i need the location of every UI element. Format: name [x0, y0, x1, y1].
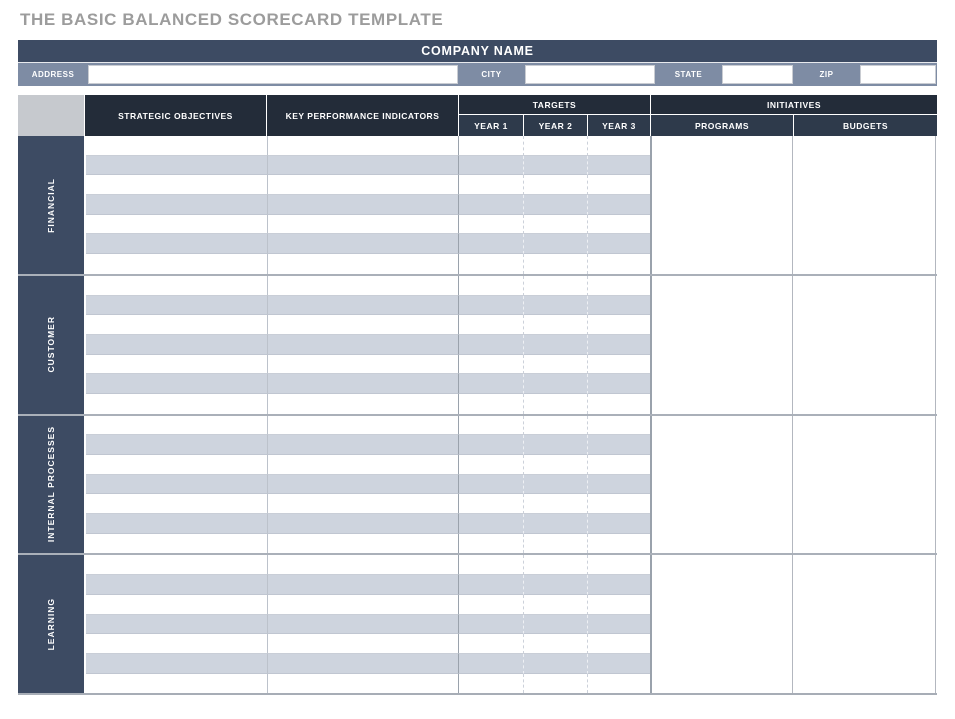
body-cell[interactable]	[523, 156, 587, 176]
col-header-budgets: BUDGETS	[794, 115, 937, 136]
body-cell[interactable]	[86, 435, 267, 455]
col-header-targets: TARGETS	[459, 95, 650, 114]
body-cell[interactable]	[587, 156, 650, 176]
body-cell[interactable]	[587, 494, 650, 514]
body-cell[interactable]	[458, 416, 523, 436]
budgets-cell-internal-processes[interactable]	[792, 416, 936, 554]
body-cell[interactable]	[458, 254, 523, 274]
city-input[interactable]	[525, 65, 655, 84]
body-cell[interactable]	[267, 615, 458, 635]
section-label-learning: LEARNING	[18, 555, 84, 693]
body-cell[interactable]	[523, 374, 587, 394]
body-cell[interactable]	[523, 254, 587, 274]
state-label: STATE	[674, 70, 703, 79]
body-cell[interactable]	[86, 374, 267, 394]
state-input[interactable]	[722, 65, 793, 84]
body-cell[interactable]	[587, 455, 650, 475]
body-cell[interactable]	[587, 674, 650, 694]
body-cell[interactable]	[86, 254, 267, 274]
body-cell[interactable]	[86, 514, 267, 534]
body-cell[interactable]	[523, 555, 587, 575]
section-label-internal-processes: INTERNAL PROCESSES	[18, 416, 84, 554]
body-cell[interactable]	[523, 534, 587, 554]
body-cell[interactable]	[458, 455, 523, 475]
body-cell[interactable]	[86, 215, 267, 235]
body-cell[interactable]	[523, 615, 587, 635]
body-cell[interactable]	[86, 494, 267, 514]
body-cell[interactable]	[523, 595, 587, 615]
body-cell[interactable]	[86, 416, 267, 436]
body-cell[interactable]	[458, 534, 523, 554]
programs-cell-financial[interactable]	[650, 136, 792, 274]
body-cell[interactable]	[523, 335, 587, 355]
body-cell[interactable]	[523, 674, 587, 694]
body-cell[interactable]	[523, 416, 587, 436]
body-cell[interactable]	[587, 315, 650, 335]
body-cell[interactable]	[523, 355, 587, 375]
col-header-initiatives: INITIATIVES	[651, 95, 937, 114]
zip-input[interactable]	[860, 65, 936, 84]
body-cell[interactable]	[523, 654, 587, 674]
body-cell[interactable]	[458, 634, 523, 654]
body-cell[interactable]	[458, 315, 523, 335]
section-cells-customer	[84, 276, 650, 414]
body-cell[interactable]	[458, 374, 523, 394]
body-cell[interactable]	[458, 494, 523, 514]
body-cell[interactable]	[523, 315, 587, 335]
body-cell[interactable]	[458, 674, 523, 694]
body-cell[interactable]	[587, 595, 650, 615]
body-cell[interactable]	[458, 276, 523, 296]
body-cell[interactable]	[267, 674, 458, 694]
body-cell[interactable]	[587, 475, 650, 495]
body-cell[interactable]	[587, 175, 650, 195]
body-cell[interactable]	[458, 435, 523, 455]
body-cell[interactable]	[523, 394, 587, 414]
address-band	[18, 62, 937, 86]
body-cell[interactable]	[587, 234, 650, 254]
body-cell[interactable]	[86, 634, 267, 654]
zip-label: ZIP	[819, 70, 834, 79]
body-cell[interactable]	[458, 555, 523, 575]
page-title: THE BASIC BALANCED SCORECARD TEMPLATE	[20, 10, 444, 29]
col-header-key-performance-indicators: KEY PERFORMANCE INDICATORS	[267, 95, 458, 136]
body-cell[interactable]	[86, 394, 267, 414]
body-cell[interactable]	[267, 455, 458, 475]
body-cell[interactable]	[267, 374, 458, 394]
col-header-programs: PROGRAMS	[651, 115, 793, 136]
body-cell[interactable]	[587, 416, 650, 436]
body-cell[interactable]	[86, 575, 267, 595]
body-cell[interactable]	[267, 156, 458, 176]
body-cell[interactable]	[267, 534, 458, 554]
body-cell[interactable]	[458, 215, 523, 235]
body-cell[interactable]	[267, 276, 458, 296]
body-cell[interactable]	[587, 514, 650, 534]
body-cell[interactable]	[523, 195, 587, 215]
col-group-initiatives	[651, 95, 937, 136]
body-cell[interactable]	[458, 175, 523, 195]
body-cell[interactable]	[523, 136, 587, 156]
body-cell[interactable]	[86, 654, 267, 674]
body-cell[interactable]	[86, 615, 267, 635]
scorecard-sheet	[18, 40, 937, 695]
table-header	[18, 95, 937, 136]
body-cell[interactable]	[587, 435, 650, 455]
body-cell[interactable]	[587, 534, 650, 554]
section-label-financial: FINANCIAL	[18, 136, 84, 274]
section-learning	[18, 555, 937, 693]
section-cells-financial	[84, 136, 650, 274]
body-cell[interactable]	[587, 335, 650, 355]
body-cell[interactable]	[267, 355, 458, 375]
col-header-strategic-objectives: STRATEGIC OBJECTIVES	[85, 95, 266, 136]
body-cell[interactable]	[458, 234, 523, 254]
body-cell[interactable]	[86, 475, 267, 495]
section-cells-learning	[84, 555, 650, 693]
body-cell[interactable]	[86, 455, 267, 475]
body-cell[interactable]	[458, 355, 523, 375]
body-cell[interactable]	[267, 634, 458, 654]
body-cell[interactable]	[267, 175, 458, 195]
body-cell[interactable]	[458, 615, 523, 635]
body-cell[interactable]	[267, 296, 458, 316]
body-cell[interactable]	[523, 234, 587, 254]
body-cell[interactable]	[267, 595, 458, 615]
body-cell[interactable]	[267, 654, 458, 674]
body-cell[interactable]	[458, 514, 523, 534]
table-body	[18, 136, 937, 695]
body-cell[interactable]	[86, 335, 267, 355]
section-internal-processes	[18, 416, 937, 554]
budgets-cell-financial[interactable]	[792, 136, 936, 274]
body-cell[interactable]	[458, 136, 523, 156]
body-cell[interactable]	[267, 234, 458, 254]
body-cell[interactable]	[523, 455, 587, 475]
body-cell[interactable]	[458, 394, 523, 414]
body-cell[interactable]	[523, 276, 587, 296]
body-cell[interactable]	[523, 514, 587, 534]
col-header-year-3: YEAR 3	[588, 115, 650, 136]
budgets-cell-customer[interactable]	[792, 276, 936, 414]
body-cell[interactable]	[267, 394, 458, 414]
body-cell[interactable]	[267, 575, 458, 595]
body-cell[interactable]	[86, 355, 267, 375]
body-cell[interactable]	[86, 315, 267, 335]
body-cell[interactable]	[86, 534, 267, 554]
address-label: ADDRESS	[31, 70, 75, 79]
body-cell[interactable]	[587, 374, 650, 394]
body-cell[interactable]	[86, 195, 267, 215]
body-cell[interactable]	[523, 435, 587, 455]
col-header-year-2: YEAR 2	[524, 115, 587, 136]
body-cell[interactable]	[267, 254, 458, 274]
city-label: CITY	[481, 70, 502, 79]
body-cell[interactable]	[587, 615, 650, 635]
body-cell[interactable]	[523, 575, 587, 595]
body-cell[interactable]	[458, 595, 523, 615]
body-cell[interactable]	[267, 494, 458, 514]
programs-cell-internal-processes[interactable]	[650, 416, 792, 554]
body-cell[interactable]	[86, 674, 267, 694]
body-cell[interactable]	[86, 595, 267, 615]
body-cell[interactable]	[523, 215, 587, 235]
body-cell[interactable]	[458, 475, 523, 495]
section-cells-internal-processes	[84, 416, 650, 554]
body-cell[interactable]	[267, 195, 458, 215]
section-financial	[18, 136, 937, 274]
programs-cell-customer[interactable]	[650, 276, 792, 414]
body-cell[interactable]	[267, 136, 458, 156]
body-cell[interactable]	[587, 136, 650, 156]
body-cell[interactable]	[587, 555, 650, 575]
body-cell[interactable]	[587, 276, 650, 296]
body-cell[interactable]	[458, 156, 523, 176]
body-cell[interactable]	[458, 296, 523, 316]
body-cell[interactable]	[86, 156, 267, 176]
body-cell[interactable]	[267, 555, 458, 575]
body-cell[interactable]	[267, 215, 458, 235]
body-cell[interactable]	[267, 335, 458, 355]
body-cell[interactable]	[458, 195, 523, 215]
body-cell[interactable]	[587, 654, 650, 674]
body-cell[interactable]	[86, 555, 267, 575]
programs-cell-learning[interactable]	[650, 555, 792, 693]
body-cell[interactable]	[458, 335, 523, 355]
body-cell[interactable]	[523, 494, 587, 514]
body-cell[interactable]	[267, 416, 458, 436]
body-cell[interactable]	[587, 215, 650, 235]
section-customer	[18, 276, 937, 414]
body-cell[interactable]	[86, 234, 267, 254]
body-cell[interactable]	[86, 175, 267, 195]
body-cell[interactable]	[587, 575, 650, 595]
body-cell[interactable]	[523, 175, 587, 195]
body-cell[interactable]	[587, 254, 650, 274]
company-name-header: COMPANY NAME	[18, 40, 937, 62]
body-cell[interactable]	[587, 394, 650, 414]
body-cell[interactable]	[267, 475, 458, 495]
body-cell[interactable]	[587, 195, 650, 215]
corner-cell	[18, 95, 84, 136]
col-group-targets	[459, 95, 650, 136]
body-cell[interactable]	[267, 435, 458, 455]
section-label-customer: CUSTOMER	[18, 276, 84, 414]
body-cell[interactable]	[523, 475, 587, 495]
body-cell[interactable]	[458, 575, 523, 595]
body-cell[interactable]	[587, 355, 650, 375]
body-cell[interactable]	[86, 136, 267, 156]
body-cell[interactable]	[523, 296, 587, 316]
body-cell[interactable]	[86, 296, 267, 316]
body-cell[interactable]	[587, 634, 650, 654]
body-cell[interactable]	[523, 634, 587, 654]
budgets-cell-learning[interactable]	[792, 555, 936, 693]
body-cell[interactable]	[587, 296, 650, 316]
body-cell[interactable]	[267, 514, 458, 534]
body-cell[interactable]	[86, 276, 267, 296]
address-input[interactable]	[88, 65, 458, 84]
body-cell[interactable]	[458, 654, 523, 674]
body-cell[interactable]	[267, 315, 458, 335]
col-header-year-1: YEAR 1	[459, 115, 523, 136]
